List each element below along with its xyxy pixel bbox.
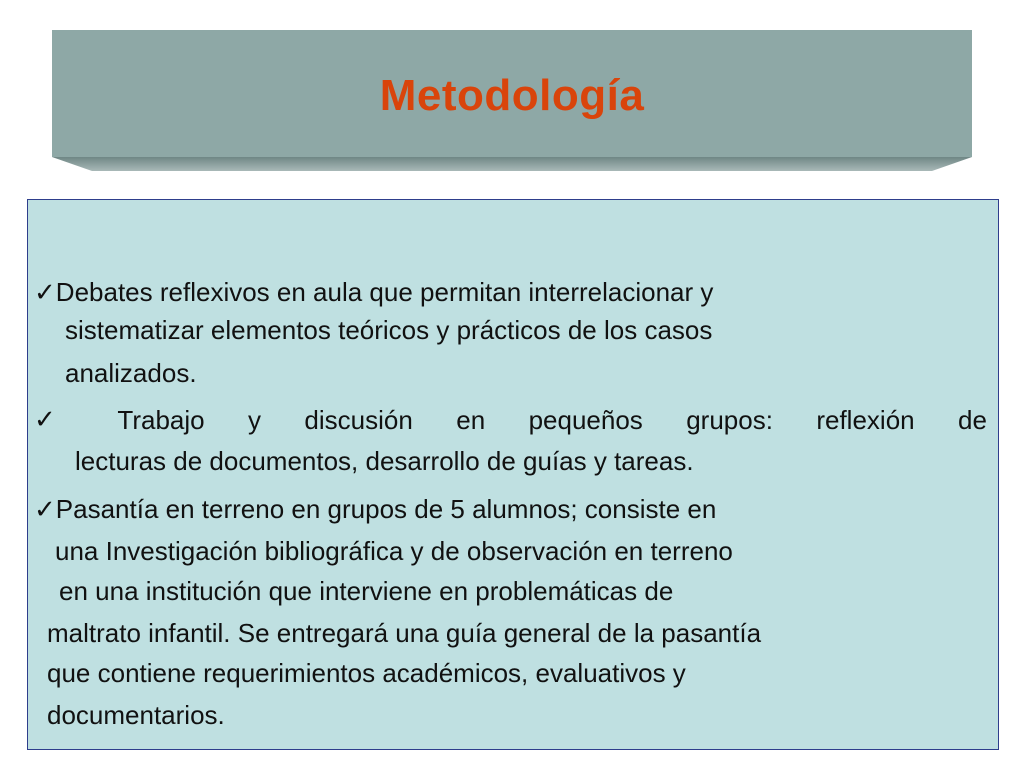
checkmark-icon: ✓ bbox=[34, 405, 56, 435]
word: reflexión bbox=[816, 405, 915, 435]
bullet-3-line-6: documentarios. bbox=[47, 700, 225, 730]
bullet-3-line-1: Pasantía en terreno en grupos de 5 alumnos; consiste en bbox=[55, 494, 717, 524]
word: grupos: bbox=[686, 405, 773, 435]
checkmark-icon: ✓ bbox=[34, 495, 56, 525]
checkmark-icon: ✓ bbox=[34, 278, 56, 308]
word: pequeños bbox=[528, 405, 643, 435]
bullet-2-line-2: lecturas de documentos, desarrollo de guías y tareas. bbox=[75, 446, 694, 476]
content-box bbox=[27, 199, 999, 750]
bullet-item-1 bbox=[34, 272, 713, 313]
bullet-1-line-3: analizados. bbox=[65, 358, 197, 388]
bullet-1-line-2: sistematizar elementos teóricos y prácticos de los casos bbox=[65, 315, 713, 345]
bullet-3-line-2: una Investigación bibliográfica y de observación en terreno bbox=[55, 536, 733, 566]
word: en bbox=[456, 405, 486, 435]
bullet-3-line-3: en una institución que interviene en problemáticas de bbox=[59, 576, 674, 606]
word: de bbox=[958, 405, 987, 435]
word: discusión bbox=[304, 405, 413, 435]
bullet-3-line-4: maltrato infantil. Se entregará una guía general de la pasantía bbox=[47, 618, 762, 648]
word: y bbox=[248, 405, 262, 435]
bullet-item-3 bbox=[34, 489, 716, 530]
bullet-3-line-5: que contiene requerimientos académicos, evaluativos y bbox=[47, 658, 686, 688]
slide-title: Metodología bbox=[379, 71, 645, 120]
bullet-item-2 bbox=[34, 400, 987, 440]
bullet-1-line-1: Debates reflexivos en aula que permitan interrelacionar y bbox=[55, 277, 714, 307]
title-banner bbox=[52, 30, 972, 162]
word: Trabajo bbox=[117, 405, 205, 435]
